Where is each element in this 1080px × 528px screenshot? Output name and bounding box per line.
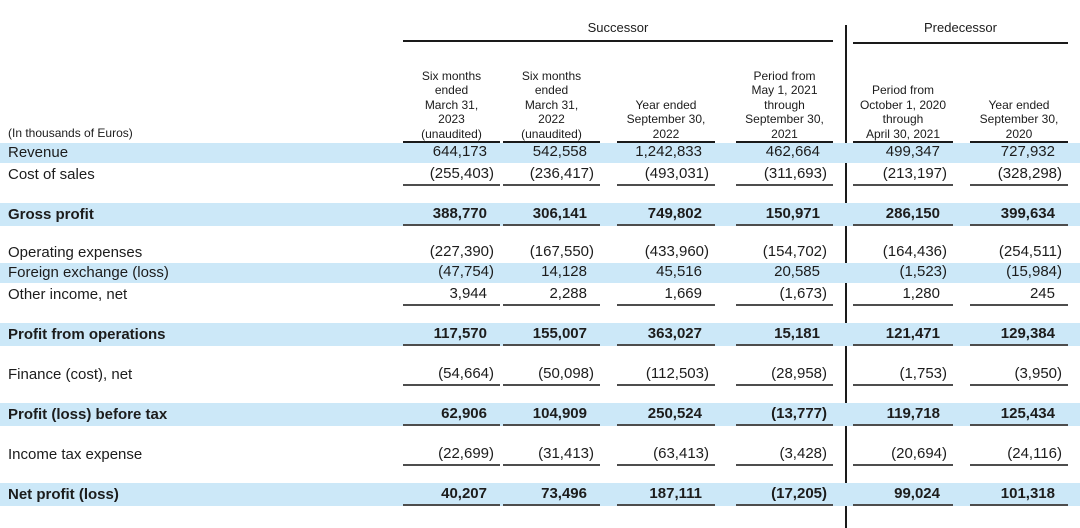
cell-value: 3,944 (403, 283, 500, 306)
cell-value: 101,318 (970, 483, 1068, 506)
cell-value: (24,116) (970, 443, 1068, 466)
cell-value: (1,673) (736, 283, 833, 306)
cell-value: (311,693) (736, 163, 833, 186)
cell-value: 155,007 (503, 323, 600, 346)
cell-value: 125,434 (970, 403, 1068, 426)
cell-value: (31,413) (503, 443, 600, 466)
table-row (0, 263, 1080, 283)
cell-value: (15,984) (1006, 263, 1062, 280)
cell-value: (3,950) (970, 363, 1068, 386)
cell-value: 306,141 (503, 203, 600, 226)
cell-value: 104,909 (503, 403, 600, 426)
table-row (0, 323, 1080, 346)
cell-value: 245 (970, 283, 1068, 306)
table-row (0, 163, 1080, 186)
column-header-6: Year ended September 30, 2020 (979, 97, 1059, 141)
cell-value: 363,027 (617, 323, 715, 346)
spacer-row (0, 426, 1080, 443)
cell-value: 644,173 (432, 143, 487, 160)
cell-value: (17,205) (736, 483, 833, 506)
column-group-successor: Successor (587, 20, 649, 35)
cell-value: 129,384 (970, 323, 1068, 346)
table-row (0, 403, 1080, 426)
column-header-3: Year ended September 30, 2022 (626, 97, 706, 141)
cell-value: (227,390) (429, 243, 494, 260)
row-label: Profit (loss) before tax (8, 406, 168, 423)
cell-value: 749,802 (617, 203, 715, 226)
successor-group-underline (403, 40, 833, 42)
cell-value: 14,128 (541, 263, 587, 280)
table-row (0, 283, 1080, 306)
row-label: Net profit (loss) (8, 486, 119, 503)
row-label: Cost of sales (8, 166, 95, 183)
cell-value: (328,298) (970, 163, 1068, 186)
cell-value: (493,031) (617, 163, 715, 186)
cell-value: 1,669 (617, 283, 715, 306)
cell-value: 99,024 (853, 483, 953, 506)
cell-value: 45,516 (656, 263, 702, 280)
cell-value: (167,550) (529, 243, 594, 260)
cell-value: 62,906 (403, 403, 500, 426)
cell-value: 399,634 (970, 203, 1068, 226)
cell-value: 2,288 (503, 283, 600, 306)
cell-value: (47,754) (438, 263, 494, 280)
cell-value: 286,150 (853, 203, 953, 226)
cell-value: 119,718 (853, 403, 953, 426)
cell-value: (20,694) (853, 443, 953, 466)
cell-value: (236,417) (503, 163, 600, 186)
cell-value: (28,958) (736, 363, 833, 386)
column-group-predecessor: Predecessor (924, 20, 997, 35)
cell-value: 187,111 (617, 483, 715, 506)
cell-value: (213,197) (853, 163, 953, 186)
column-header-1: Six months ended March 31, 2023 (unaudited) (421, 68, 482, 141)
cell-value: 499,347 (885, 143, 940, 160)
cell-value: (1,753) (853, 363, 953, 386)
row-label: Revenue (8, 144, 69, 161)
cell-value: (13,777) (736, 403, 833, 426)
row-label: Income tax expense (8, 446, 143, 463)
spacer-row (0, 186, 1080, 203)
cell-value: (22,699) (403, 443, 500, 466)
cell-value: (50,098) (503, 363, 600, 386)
cell-value: (255,403) (403, 163, 500, 186)
cell-value: 20,585 (774, 263, 820, 280)
cell-value: (112,503) (617, 363, 715, 386)
cell-value: 388,770 (403, 203, 500, 226)
cell-value: (433,960) (644, 243, 709, 260)
cell-value: 121,471 (853, 323, 953, 346)
spacer-row (0, 386, 1080, 403)
cell-value: (254,511) (998, 243, 1062, 260)
column-header-4: Period from May 1, 2021 through September 30, 2021 (745, 68, 824, 141)
cell-value: 73,496 (503, 483, 600, 506)
cell-value: 117,570 (403, 323, 500, 346)
table-row (0, 363, 1080, 386)
row-label: Profit from operations (8, 326, 166, 343)
spacer-row (0, 466, 1080, 483)
cell-value: (164,436) (882, 243, 947, 260)
row-label: Finance (cost), net (8, 366, 133, 383)
table-row (0, 443, 1080, 466)
column-header-5: Period from October 1, 2020 through April 30, 2021 (859, 83, 947, 141)
cell-value: 15,181 (736, 323, 833, 346)
cell-value: (63,413) (617, 443, 715, 466)
cell-value: 40,207 (403, 483, 500, 506)
cell-value: (154,702) (762, 243, 827, 260)
cell-value: (3,428) (736, 443, 833, 466)
spacer-row (0, 226, 1080, 243)
row-label: Gross profit (8, 206, 94, 223)
table-row (0, 143, 1080, 163)
table-row (0, 203, 1080, 226)
cell-value: 250,524 (617, 403, 715, 426)
predecessor-group-underline (853, 42, 1068, 44)
cell-value: 150,971 (736, 203, 833, 226)
unit-of-measure-label: (In thousands of Euros) (8, 126, 133, 140)
cell-value: (1,523) (899, 263, 947, 280)
cell-value: (54,664) (403, 363, 500, 386)
spacer-row (0, 346, 1080, 363)
row-label: Foreign exchange (loss) (8, 264, 169, 281)
column-header-2: Six months ended March 31, 2022 (unaudited) (521, 68, 582, 141)
row-label: Operating expenses (8, 244, 143, 261)
table-body (0, 143, 1080, 506)
table-row (0, 483, 1080, 506)
cell-value: 727,932 (1000, 143, 1055, 160)
table-row (0, 243, 1080, 263)
row-label: Other income, net (8, 286, 128, 303)
cell-value: 1,280 (853, 283, 953, 306)
cell-value: 1,242,833 (635, 143, 702, 160)
cell-value: 462,664 (765, 143, 820, 160)
spacer-row (0, 306, 1080, 323)
cell-value: 542,558 (532, 143, 587, 160)
